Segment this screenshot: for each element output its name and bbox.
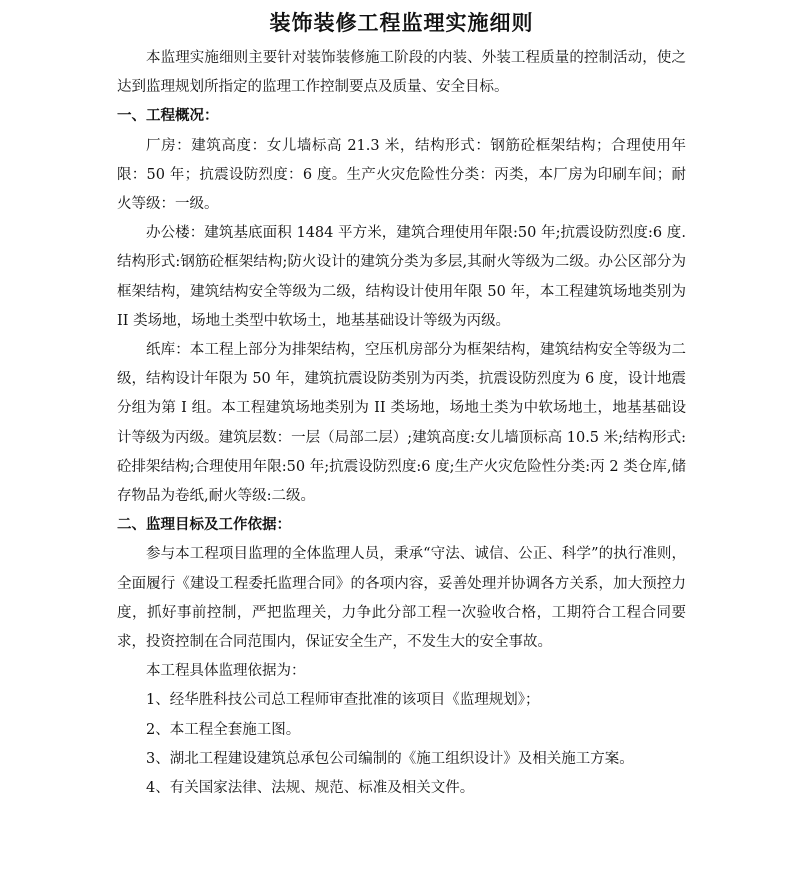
section-heading-goals: 二、监理目标及工作依据： — [117, 517, 291, 534]
basis-intro: 本工程具体监理依据为： — [146, 663, 306, 680]
basis-item-2: 2、本工程全套施工图。 — [146, 721, 301, 738]
paragraph-goals: 参与本工程项目监理的全体监理人员，秉承“守法、诚信、公正、科学”的执行准则，全面履行《建设工程委托监理合同》的各项内容，妥善处理并协调各方关系，加大预控力度，抓好事前控制，严把监理关，力争此分部工程一次验收合格，工期符合工程合同要求，投资控制在合同范围内，保证安全生产，不发生大的安全事故。 — [117, 546, 686, 651]
paragraph-factory: 厂房：建筑高度：女儿墙标高 21.3 米，结构形式：钢筋砼框架结构；合理使用年限：50 年；抗震设防烈度：6 度。生产火灾危险性分类：丙类，本厂房为印刷车间；耐火等级：一级。 — [117, 137, 686, 213]
basis-item-1: 1、经华胜科技公司总工程师审查批准的该项目《监理规划》； — [146, 692, 540, 709]
section-heading-overview: 一、工程概况： — [117, 108, 219, 125]
document-title: 装饰装修工程监理实施细则 — [269, 11, 534, 35]
paragraph-paper-warehouse: 纸库：本工程上部分为排架结构，空压机房部分为框架结构，建筑结构安全等级为二级，结构设计年限为 50 年，建筑抗震设防类别为丙类，抗震设防烈度为 6 度，设计地震分组为第 I 组。本工程建筑场地类别为 II 类场地，场地土类为中软场地土，地基基础设计等级为丙级。建筑层数：一层（局部二层）;建筑高度:女儿墙顶标高 10.5 米;结构形式:砼排架结构;合理使用年限:50 年;抗震设防烈度:6 度;生产火灾危险性分类:丙 2 类仓库,储存物品为卷纸,耐火等级:二级。 — [117, 342, 686, 505]
paragraph-office-building: 办公楼：建筑基底面积 1484 平方米，建筑合理使用年限:50 年;抗震设防烈度:6 度.结构形式:钢筋砼框架结构;防火设计的建筑分类为多层,其耐火等级为二级。办公区部分为框架结构，建筑结构安全等级为二级，结构设计使用年限 50 年，本工程建筑场地类别为 II 类场地，场地土类型中软场土，地基基础设计等级为丙级。 — [117, 225, 686, 329]
intro-paragraph: 本监理实施细则主要针对装饰装修施工阶段的内装、外装工程质量的控制活动，使之达到监理规划所指定的监理工作控制要点及质量、安全目标。 — [117, 50, 686, 96]
basis-item-4: 4、有关国家法律、法规、规范、标准及相关文件。 — [146, 780, 475, 797]
basis-item-3: 3、湖北工程建设建筑总承包公司编制的《施工组织设计》及相关施工方案。 — [146, 750, 634, 767]
